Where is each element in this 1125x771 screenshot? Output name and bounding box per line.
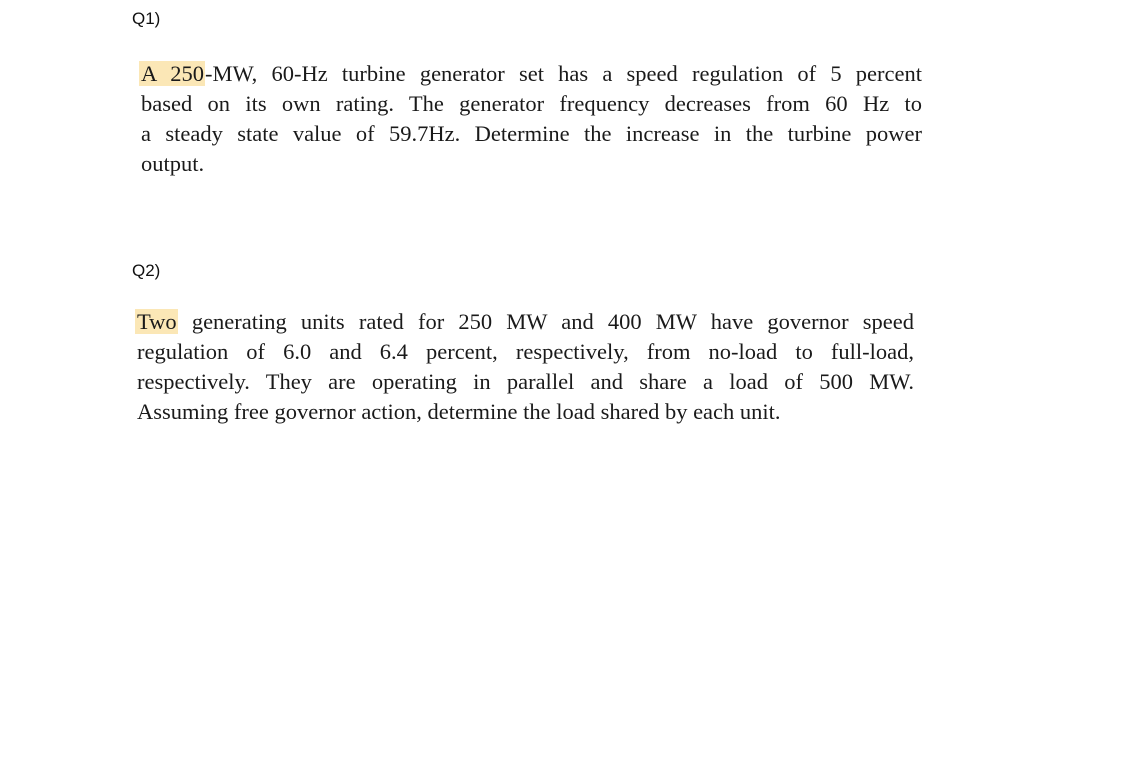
question-2-label: Q2) — [132, 261, 161, 280]
question-1-line-2: based on its own rating. The generator frequency decreases from 60 Hz to — [141, 91, 922, 116]
question-1-line-4: output. — [141, 151, 205, 176]
question-2-highlight: Two — [137, 309, 177, 334]
question-1-line-1 — [141, 59, 922, 89]
question-1-line-1-text: -MW, 60-Hz turbine generator set has a speed regulation of 5 percent — [204, 61, 922, 86]
question-2-line-1 — [137, 307, 914, 337]
question-2-line-1-text: generating units rated for 250 MW and 400 MW have governor speed — [177, 309, 914, 334]
question-1-problem-text — [141, 59, 922, 179]
question-1-highlight: A 250 — [141, 61, 204, 86]
question-1-label: Q1) — [132, 9, 161, 28]
question-2-problem-text — [137, 307, 914, 427]
question-2-line-3: respectively. They are operating in parallel and share a load of 500 MW. — [137, 369, 914, 394]
question-1-line-3: a steady state value of 59.7Hz. Determine the increase in the turbine power — [141, 121, 922, 146]
question-2-line-2: regulation of 6.0 and 6.4 percent, respectively, from no-load to full-load, — [137, 339, 914, 364]
question-2-line-4: Assuming free governor action, determine the load shared by each unit. — [137, 399, 781, 424]
